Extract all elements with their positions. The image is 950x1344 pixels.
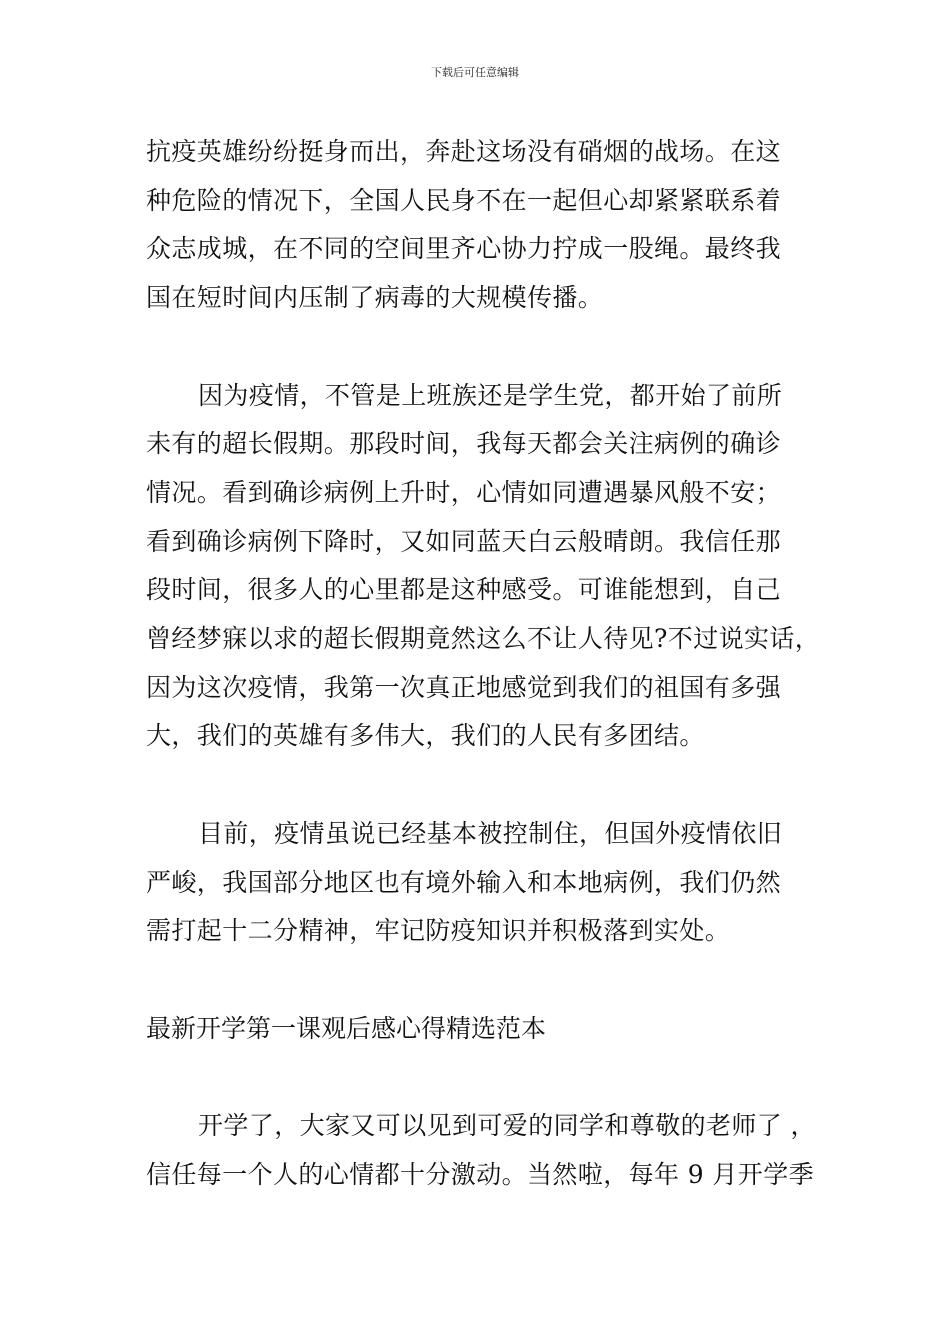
paragraph-3	[146, 810, 826, 956]
paragraph-gap	[146, 1053, 826, 1102]
text-line: 开学了，大家又可以见到可爱的同学和尊敬的老师了 ，	[198, 1111, 816, 1140]
text-line: 未有的超长假期。那段时间，我每天都会关注病例的确诊	[146, 429, 782, 459]
text-line: 因为疫情，不管是上班族还是学生党，都开始了前所	[198, 380, 783, 410]
text-line: 信任每一个人的心情都十分激动。当然啦，每年 9 月开学季	[146, 1159, 815, 1189]
page-header: 下载后可任意编辑	[431, 66, 519, 79]
paragraph-2	[146, 372, 826, 762]
paragraph-gap	[146, 761, 826, 810]
text-line: 曾经梦寐以求的超长假期竟然这么不让人待见?不过说实话，	[146, 624, 821, 654]
text-line: 目前，疫情虽说已经基本被控制住，但国外疫情依旧	[198, 818, 783, 848]
text-line: 国在短时间内压制了病毒的大规模传播。	[146, 283, 604, 313]
paragraph-4	[146, 1102, 826, 1199]
text-line: 看到确诊病例下降时，又如同蓝天白云般晴朗。我信任那	[146, 526, 782, 556]
text-line: 抗疫英雄纷纷挺身而出，奔赴这场没有硝烟的战场。在这	[146, 137, 782, 166]
text-line: 大，我们的英雄有多伟大，我们的人民有多团结。	[146, 721, 705, 751]
document-body	[146, 128, 826, 1199]
text-line: 因为这次疫情，我第一次真正地感觉到我们的祖国有多强	[146, 672, 782, 702]
section-title: 最新开学第一课观后感心得精选范本	[146, 1013, 547, 1043]
text-line: 段时间，很多人的心里都是这种感受。可谁能想到，自己	[146, 575, 782, 605]
text-line: 情况。看到确诊病例上升时，心情如同遭遇暴风般不安；	[146, 477, 782, 507]
paragraph-gap	[146, 956, 826, 1005]
text-line: 种危险的情况下，全国人民身不在一起但心却紧紧联系着	[146, 185, 782, 215]
text-line: 需打起十二分精神，牢记防疫知识并积极落到实处。	[146, 916, 731, 946]
text-line: 严峻，我国部分地区也有境外输入和本地病例，我们仍然	[146, 867, 782, 897]
text-line: 众志成城，在不同的空间里齐心协力拧成一股绳。最终我	[146, 234, 782, 264]
paragraph-gap	[146, 323, 826, 372]
paragraph-1	[146, 128, 826, 323]
